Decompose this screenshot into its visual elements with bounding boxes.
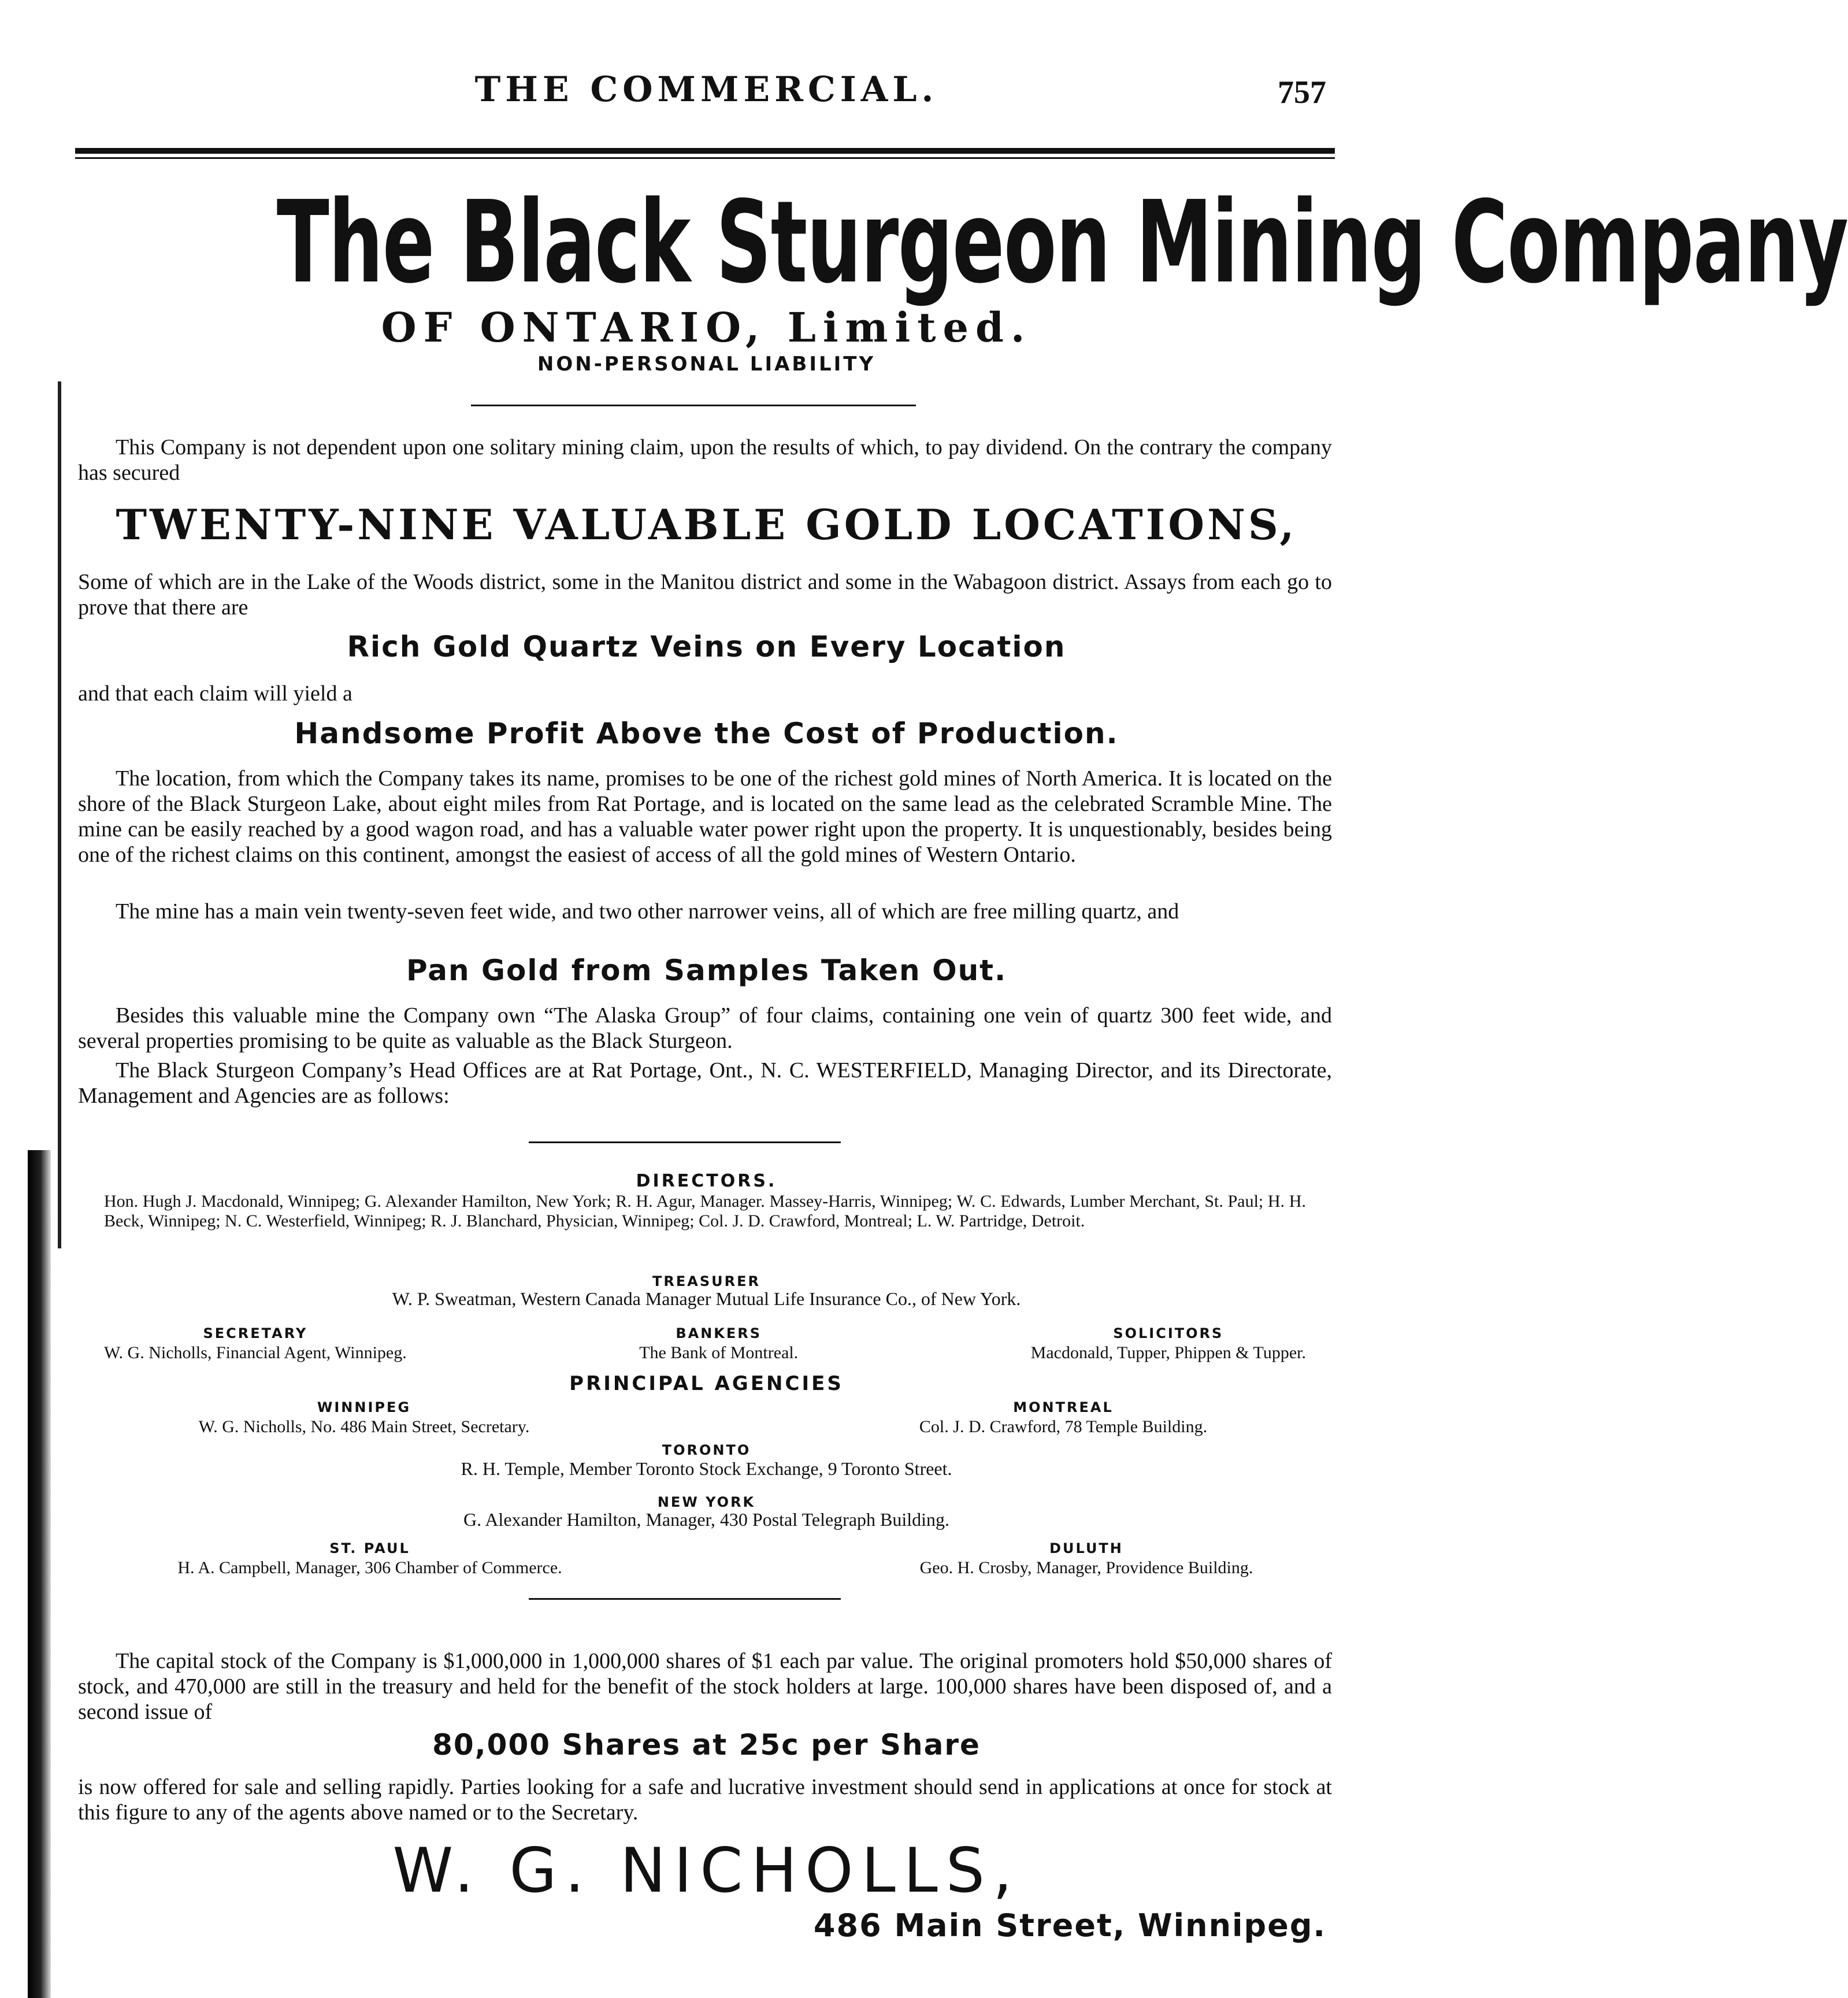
claim-paragraph: and that each claim will yield a [78,681,352,706]
bankers-label: BANKERS [676,1325,762,1341]
header-rule-thick [75,148,1335,154]
divider [529,1598,841,1600]
officers-row [104,1324,1306,1363]
secretary-block [104,1324,407,1363]
divider [471,405,916,406]
duluth-agency [832,1539,1341,1578]
toronto-label: TORONTO [662,1442,751,1458]
headline-profit: Handsome Profit Above the Cost of Production. [294,717,1119,750]
secretary-label: SECRETARY [203,1325,308,1341]
montreal-text: Col. J. D. Crawford, 78 Temple Building. [919,1417,1208,1436]
offer-paragraph: is now offered for sale and selling rapidly. Parties looking for a safe and lucrative investment should send in applications at once for stock at this figure to any of the agents above named or to the Secretary. [78,1775,1332,1825]
winnipeg-label: WINNIPEG [317,1399,411,1415]
intro-paragraph: This Company is not dependent upon one solitary mining claim, upon the results of which, to pay dividend. On the contrary the company has secured [78,435,1332,485]
newyork-text: G. Alexander Hamilton, Manager, 430 Postal Telegraph Building. [463,1509,950,1530]
headline-pan-gold: Pan Gold from Samples Taken Out. [406,954,1007,987]
directors-label: DIRECTORS. [636,1171,777,1191]
bankers-block [639,1324,798,1363]
newyork-label: NEW YORK [657,1494,756,1510]
duluth-label: DULUTH [1049,1540,1123,1556]
treasurer-text: W. P. Sweatman, Western Canada Manager Mutual Life Insurance Co., of New York. [392,1288,1021,1309]
headline-locations: TWENTY-NINE VALUABLE GOLD LOCATIONS, [116,500,1297,549]
bankers-text: The Bank of Montreal. [639,1343,799,1362]
location-paragraph: The location, from which the Company takes its name, promises to be one of the richest gold mines of North America. It is located on the shore of the Black Sturgeon Lake, about eight miles from Rat Portage, and is located on the same lead as the celebrated Scramble Mine. The mine can be easily reached by a good wagon road, and has a valuable water power right upon the property. It is unquestionably, besides being one of the richest claims on this continent, amongst the easiest of access of all the gold mines of Western Ontario. [78,766,1332,867]
header-rule-thin [75,157,1335,159]
signature: W. G. NICHOLLS, [392,1835,1021,1906]
stpaul-text: H. A. Campbell, Manager, 306 Chamber of Commerce. [177,1558,562,1577]
toronto-text: R. H. Temple, Member Toronto Stock Exchange, 9 Toronto Street. [461,1458,952,1479]
solicitors-block [1031,1324,1306,1363]
locations-paragraph: Some of which are in the Lake of the Woods district, some in the Manitou district and some in the Wabagoon district. Assays from each go to prove that there are [78,570,1332,620]
company-title: The Black Sturgeon Mining Company [276,177,1848,309]
offices-paragraph: The Black Sturgeon Company’s Head Offices are at Rat Portage, Ont., N. C. WESTERFIELD, Managing Director, and its Directorate, Management and Agencies are as follows: [78,1058,1332,1108]
winnipeg-text: W. G. Nicholls, No. 486 Main Street, Secretary. [198,1417,530,1436]
stpaul-agency [81,1539,659,1578]
stpaul-label: ST. PAUL [329,1540,410,1556]
page-number: 757 [1278,75,1326,110]
liability-note: NON-PERSONAL LIABILITY [537,353,876,376]
running-title: THE COMMERCIAL. [474,69,938,110]
headline-veins: Rich Gold Quartz Veins on Every Location [347,630,1066,663]
solicitors-text: Macdonald, Tupper, Phippen & Tupper. [1030,1343,1306,1362]
directors-list: Hon. Hugh J. Macdonald, Winnipeg; G. Alexander Hamilton, New York; R. H. Agur, Manager. Massey-Harris, Winnipeg; W. C. Edwards, Lumber Merchant, St. Paul; H. H. Beck, Winnipeg; N. C. Westerfield, Winnipeg; R. J. Blanchard, Physician, Winnipeg; Col. J. D. Crawford, Montreal; L. W. Partridge, Detroit. [104,1192,1306,1230]
secretary-text: W. G. Nicholls, Financial Agent, Winnipeg. [104,1343,407,1362]
duluth-text: Geo. H. Crosby, Manager, Providence Building. [919,1558,1253,1577]
montreal-label: MONTREAL [1013,1399,1114,1415]
address: 486 Main Street, Winnipeg. [813,1907,1326,1944]
headline-shares: 80,000 Shares at 25c per Share [432,1728,981,1762]
solicitors-label: SOLICITORS [1113,1325,1224,1341]
treasurer-label: TREASURER [652,1273,760,1289]
vein-paragraph: The mine has a main vein twenty-seven feet wide, and two other narrower veins, all of which are free milling quartz, and [116,899,1179,924]
winnipeg-agency [139,1398,589,1437]
capital-paragraph: The capital stock of the Company is $1,000,000 in 1,000,000 shares of $1 each par value. The original promoters hold $50,000 shares of stock, and 470,000 are still in the treasury and held for the benefit of the stock holders at large. 100,000 shares have been disposed of, and a second issue of [78,1649,1332,1724]
company-subtitle: OF ONTARIO, Limited. [381,303,1032,351]
alaska-paragraph: Besides this valuable mine the Company own “The Alaska Group” of four claims, containing one vein of quartz 300 feet wide, and several properties promising to be quite as valuable as the Black Sturgeon. [78,1003,1332,1053]
montreal-agency [832,1398,1294,1437]
divider [529,1141,841,1143]
agencies-label: PRINCIPAL AGENCIES [569,1372,844,1395]
